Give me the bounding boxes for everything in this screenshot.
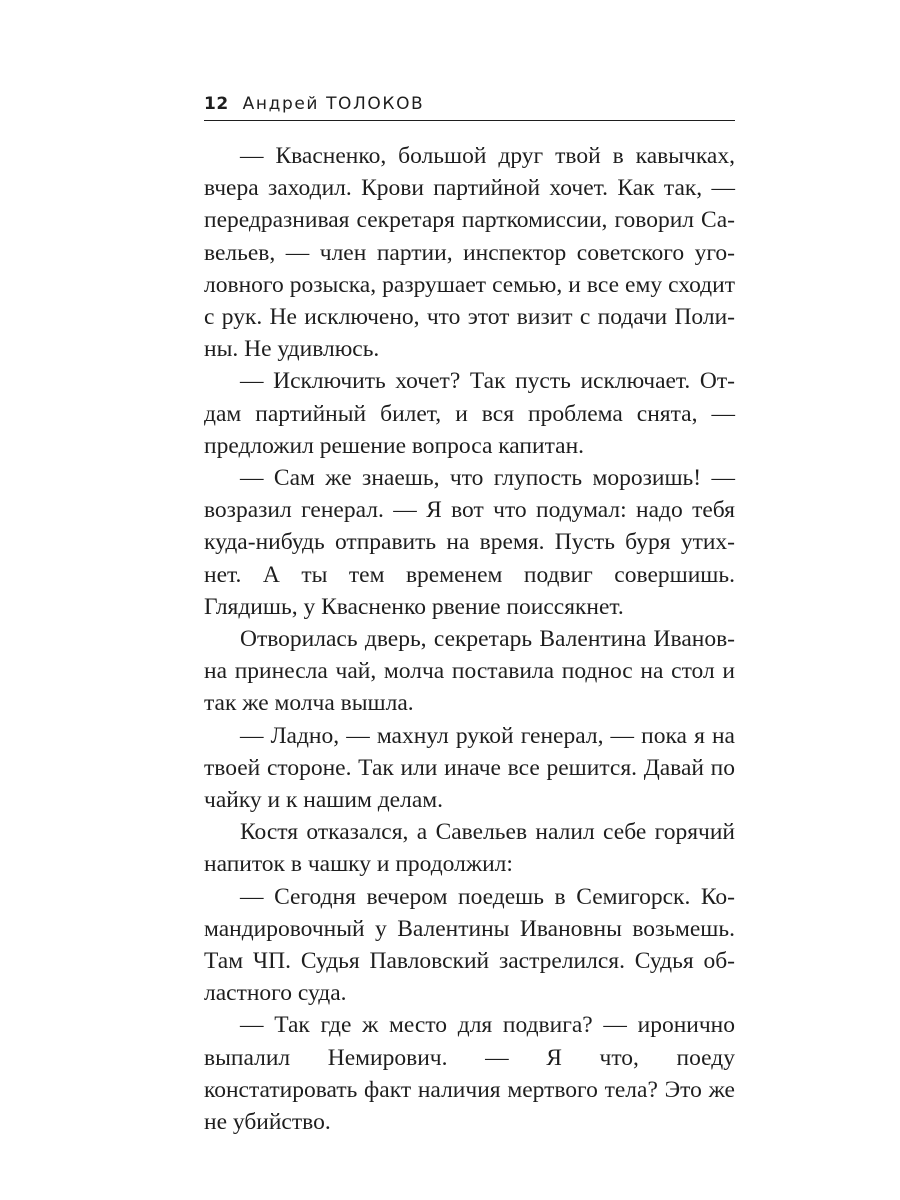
paragraph: — Квасненко, большой друг твой в кавычках, вчера заходил. Крови партийной хочет. Как так, — передразнивая секретаря парткомиссии, говорил Савельев, — член партии, инспектор советского уголовного розыска, разрушает семью, и все ему сходит с рук. Не исключено, что этот визит с подачи Полины. Не удивлюсь. — [204, 143, 735, 363]
paragraph: — Так где ж место для подвига? — иронично выпалил Немирович. — Я что, поеду констатировать факт наличия мертвого тела? Это же не убийство. — [204, 1012, 735, 1136]
paragraph: — Ладно, — махнул рукой генерал, — пока я на твоей стороне. Так или иначе все решится. Давай по чайку и к нашим делам. — [204, 722, 735, 814]
running-header — [204, 90, 735, 121]
body-text — [204, 140, 735, 1138]
page-number: 12 — [204, 94, 229, 114]
paragraph: Костя отказался, а Савельев налил себе горячий напиток в чашку и продолжил: — [204, 819, 735, 878]
paragraph: — Исключить хочет? Так пусть исключает. Отдам партийный билет, и вся проблема снята, — предложил решение вопроса капитан. — [204, 368, 735, 459]
paragraph: — Сегодня вечером поедешь в Семигорск. Командировочный у Валентины Ивановны возьмешь. Там ЧП. Судья Павловский застрелился. Судья областного суда. — [204, 883, 735, 1007]
paragraph: Отворилась дверь, секретарь Валентина Ивановна принесла чай, молча поставила поднос на стол и так же молча вышла. — [204, 626, 735, 717]
paragraph: — Сам же знаешь, что глупость морозишь! — возразил генерал. — Я вот что подумал: надо тебя куда-нибудь отправить на время. Пусть буря утихнет. А ты тем временем подвиг совершишь. Глядишь, у Квасненко рвение поиссякнет. — [204, 465, 735, 620]
author-name: Андрей ТОЛОКОВ — [242, 94, 425, 114]
